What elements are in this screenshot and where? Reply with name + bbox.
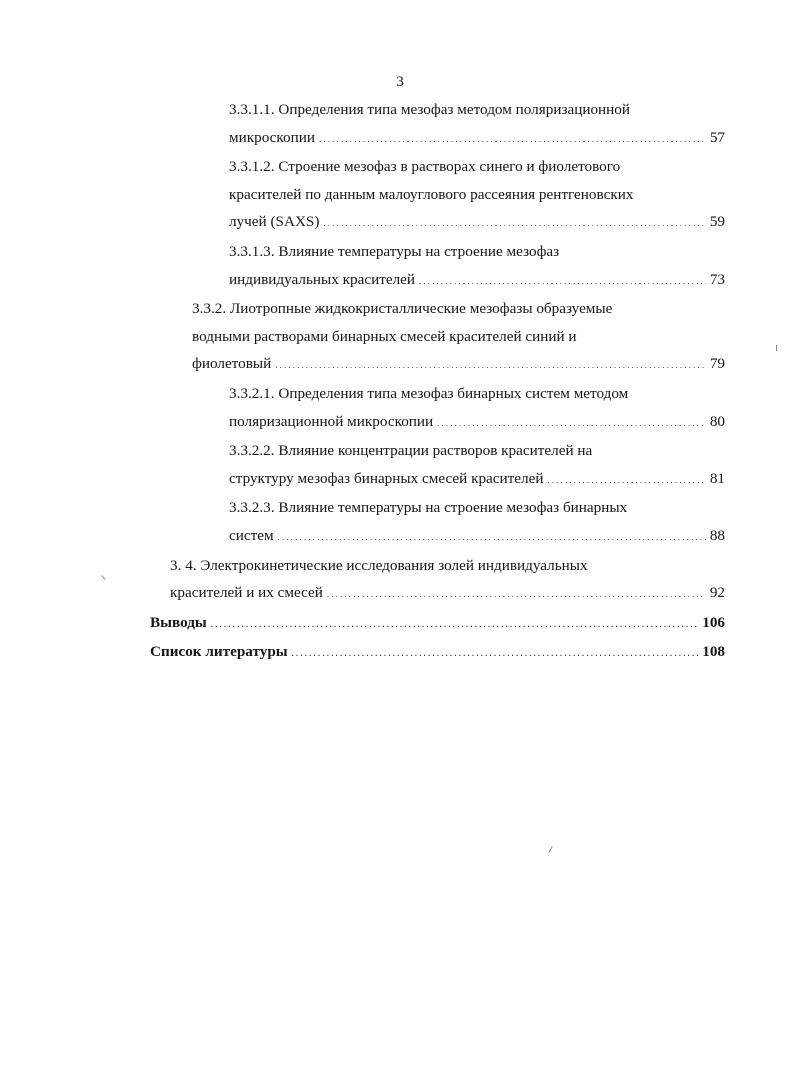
toc-entry-title-end: Выводы	[150, 613, 207, 631]
toc-page-number: 106	[702, 613, 725, 631]
toc-entry-title-end: красителей и их смесей	[170, 584, 323, 602]
dot-leader	[327, 579, 706, 609]
toc-entry-title: 3.3.2.3. Влияние температуры на строение мезофаз бинарных	[229, 499, 628, 517]
toc-entry-title: водными растворами бинарных смесей красителей синий и	[192, 327, 577, 345]
toc-page-number: 57	[709, 128, 725, 146]
toc-page-number: 81	[709, 469, 725, 487]
dot-leader	[437, 408, 706, 438]
scan-speck	[548, 846, 552, 853]
dot-leader	[275, 350, 706, 380]
toc-page-number: 73	[709, 270, 725, 288]
table-of-contents	[0, 96, 799, 668]
toc-page-number: 80	[709, 412, 725, 430]
dot-leader	[292, 638, 699, 668]
toc-entry-conclusions	[150, 609, 725, 639]
toc-entry-3-3-2-1	[229, 380, 725, 437]
toc-entry-title: 3.3.2.1. Определения типа мезофаз бинарных систем методом	[229, 384, 629, 402]
toc-entry-title-end: Список литературы	[150, 643, 288, 661]
toc-entry-title: 3.3.2. Лиотропные жидкокристаллические мезофазы образуемые	[192, 300, 613, 318]
dot-leader	[547, 465, 705, 495]
toc-entry-3-3-1-1	[229, 96, 725, 153]
toc-entry-title-end: структуру мезофаз бинарных смесей красителей	[229, 469, 544, 487]
toc-entry-title: 3.3.1.2. Строение мезофаз в растворах синего и фиолетового	[229, 158, 621, 176]
toc-entry-3-3-1-3	[229, 238, 725, 295]
toc-entry-title-end: поляризационной микроскопии	[229, 412, 434, 430]
toc-entry-title-end: лучей (SAXS)	[229, 213, 320, 231]
toc-entry-title-end: фиолетовый	[192, 355, 272, 373]
toc-entry-3-3-2	[192, 295, 725, 380]
toc-entry-3-3-1-2	[229, 153, 725, 238]
toc-entry-title-end: индивидуальных красителей	[229, 270, 416, 288]
toc-page-number: 88	[709, 526, 725, 544]
page-number: 3	[396, 73, 404, 90]
toc-entry-references	[150, 638, 725, 668]
toc-page-number: 59	[709, 213, 725, 231]
toc-entry-title: 3. 4. Электрокинетические исследования золей индивидуальных	[170, 556, 588, 574]
toc-entry-title: 3.3.1.1. Определения типа мезофаз методом поляризационной	[229, 101, 631, 118]
toc-entry-title: 3.3.1.3. Влияние температуры на строение мезофаз	[229, 242, 560, 260]
dot-leader	[211, 609, 698, 639]
dot-leader	[319, 124, 706, 154]
toc-entry-title: красителей по данным малоуглового рассеяния рентгеновских	[229, 185, 634, 203]
scan-speck	[776, 345, 777, 351]
dot-leader	[278, 522, 706, 552]
toc-entry-title-end: систем	[229, 526, 274, 544]
toc-entry-3-3-2-2	[229, 437, 725, 494]
dot-leader	[323, 208, 705, 238]
toc-entry-title: 3.3.2.2. Влияние концентрации растворов красителей на	[229, 442, 593, 460]
toc-entry-title-end: микроскопии	[229, 128, 316, 146]
toc-page-number: 79	[709, 355, 725, 373]
toc-page-number: 108	[702, 643, 725, 661]
dot-leader	[419, 266, 706, 296]
toc-page-number: 92	[709, 584, 725, 602]
toc-entry-3-4	[170, 552, 725, 609]
toc-entry-3-3-2-3	[229, 494, 725, 551]
